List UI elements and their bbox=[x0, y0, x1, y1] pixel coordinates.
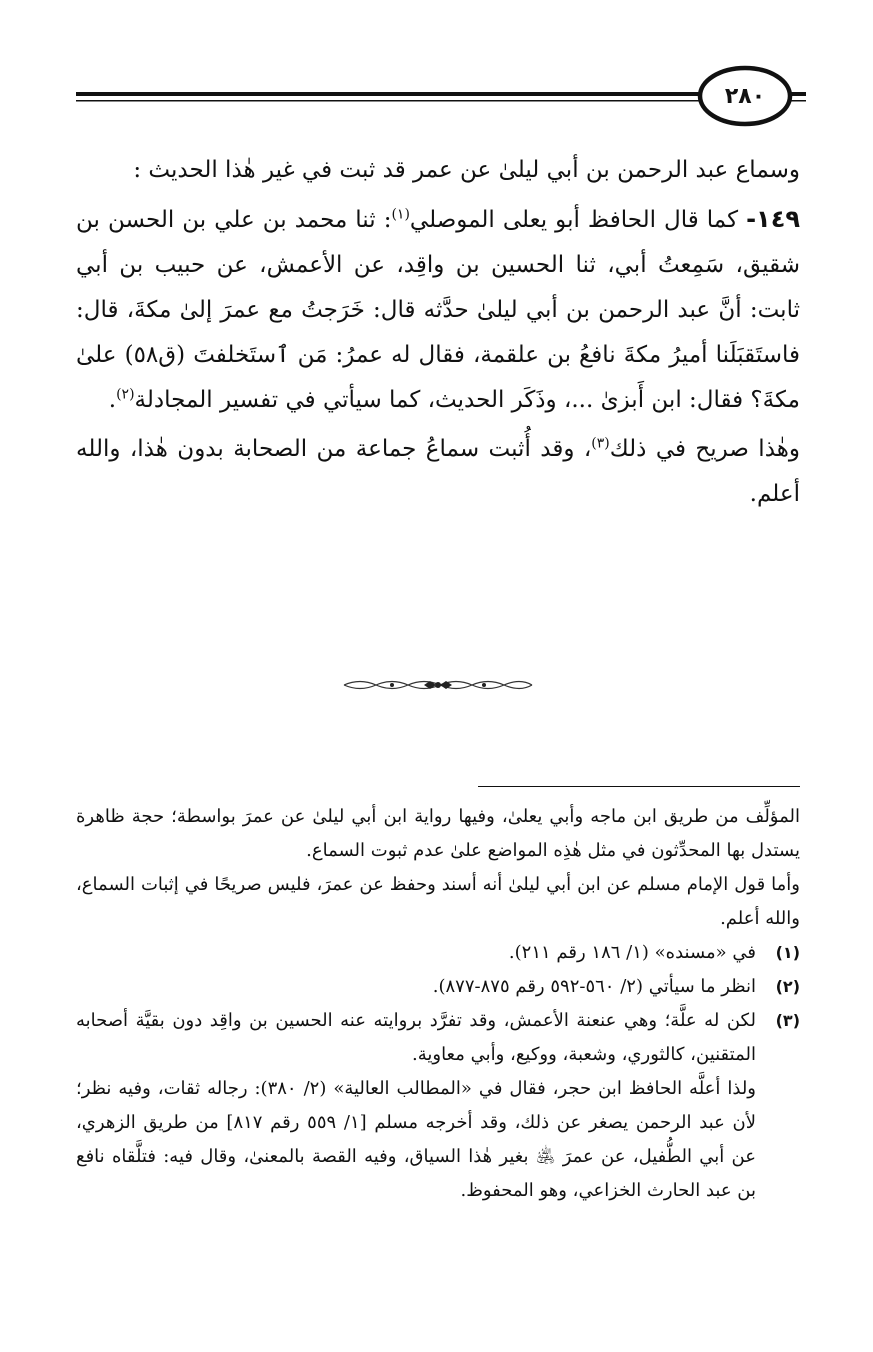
footnote-text: لكن له علَّة؛ وهي عنعنة الأعمش، وقد تفرَّد بروايته عنه الحسين بن واقِد دون بقيَّة أصحابه المتقنين، كالثوري، وشعبة، ووكيع، وأبي معاوية. bbox=[76, 1010, 756, 1065]
footnote-separator bbox=[478, 786, 800, 787]
page-number: ٢٨٠ bbox=[724, 83, 766, 109]
paragraph-1: وسماع عبد الرحمن بن أبي ليلىٰ عن عمر قد ثبت في غير هٰذا الحديث : bbox=[133, 157, 800, 183]
paragraph-hadith-149 bbox=[76, 197, 800, 423]
divider-ornament bbox=[340, 676, 536, 694]
footnote-continuation-1: المؤلِّف من طريق ابن ماجه وأبي يعلىٰ، وفيها رواية ابن أبي ليلىٰ عن عمرَ بواسطة؛ حجة ظاهرة يستدل بها المحدِّثون في مثل هٰذِه المواضع علىٰ عدم ثبوت السماع. bbox=[76, 806, 800, 861]
footnote-3 bbox=[76, 1004, 800, 1208]
paragraph-2-part-b: : ثنا محمد بن علي بن الحسن بن شقيق، سَمِعتُ أبي، ثنا الحسين بن واقِد، عن الأعمش، عن حبيب بن أبي ثابت: أنَّ عبد الرحمن بن أبي ليلىٰ حدَّثه قال: خَرَجتُ مع عمرَ إلىٰ مكةَ، قال: فاستَقبَلَنا أميرُ مكةَ نافعُ بن علقمة، فقال له عمرُ: مَن ٱستَخلفتَ (ق٥٨) علىٰ مكةَ؟ فقال: ابن أَبزىٰ ...، وذَكَر الحديث، كما سيأتي في تفسير المجادلة bbox=[76, 207, 800, 413]
footnote-ref-1[interactable]: (١) bbox=[391, 206, 410, 223]
page-header bbox=[76, 64, 806, 128]
footnote-marker: (٢) bbox=[775, 977, 800, 996]
footnote-2 bbox=[76, 970, 800, 1004]
main-text bbox=[76, 148, 800, 517]
footnote-marker: (٣) bbox=[775, 1011, 800, 1030]
footnote-text: انظر ما سيأتي (٢/ ٥٦٠-٥٩٢ رقم ٨٧٥-٨٧٧). bbox=[432, 976, 756, 997]
footnote-continuation-2: وأما قول الإمام مسلم عن ابن أبي ليلىٰ أنه أسند وحفظ عن عمرَ، فليس صريحًا في إثبات السماع، والله أعلم. bbox=[76, 874, 800, 929]
paragraph-2-part-a: كما قال الحافظ أبو يعلى الموصلي bbox=[409, 207, 747, 233]
footnote-ref-2[interactable]: (٢) bbox=[116, 386, 135, 403]
paragraph-2-part-c: . bbox=[108, 387, 117, 413]
footnote-text: ولذا أعلَّه الحافظ ابن حجر، فقال في «المطالب العالية» (٢/ ٣٨٠): رجاله ثقات، وفيه نظر؛ لأن عبد الرحمن يصغر عن ذلك، وقد أخرجه مسلم [١/ ٥٥٩ رقم ٨١٧] من طريق الزهري، عن أبي الطُّفيل، عن عمرَ ﵁ بغير هٰذا السياق، وفيه القصة بالمعنىٰ، وقال فيه: فتلَّقاه نافع بن عبد الحارث الخزاعي، وهو المحفوظ. bbox=[76, 1078, 756, 1201]
footnote-ref-3[interactable]: (٣) bbox=[591, 435, 610, 452]
paragraph-3 bbox=[76, 427, 800, 517]
footnote-marker: (١) bbox=[775, 943, 800, 962]
footnote-1 bbox=[76, 936, 800, 970]
hadith-number: ١٤٩- bbox=[746, 205, 800, 233]
header-rule-ornament bbox=[76, 64, 806, 128]
footnote-text: في «مسنده» (١/ ١٨٦ رقم ٢١١). bbox=[508, 942, 756, 963]
paragraph-3-part-b: ، وقد أُثبت سماعُ جماعة من الصحابة بدون هٰذا، والله أعلم. bbox=[76, 436, 800, 507]
paragraph-3-part-a: وهٰذا صريح في ذلك bbox=[609, 436, 800, 462]
footnotes bbox=[76, 800, 800, 1208]
